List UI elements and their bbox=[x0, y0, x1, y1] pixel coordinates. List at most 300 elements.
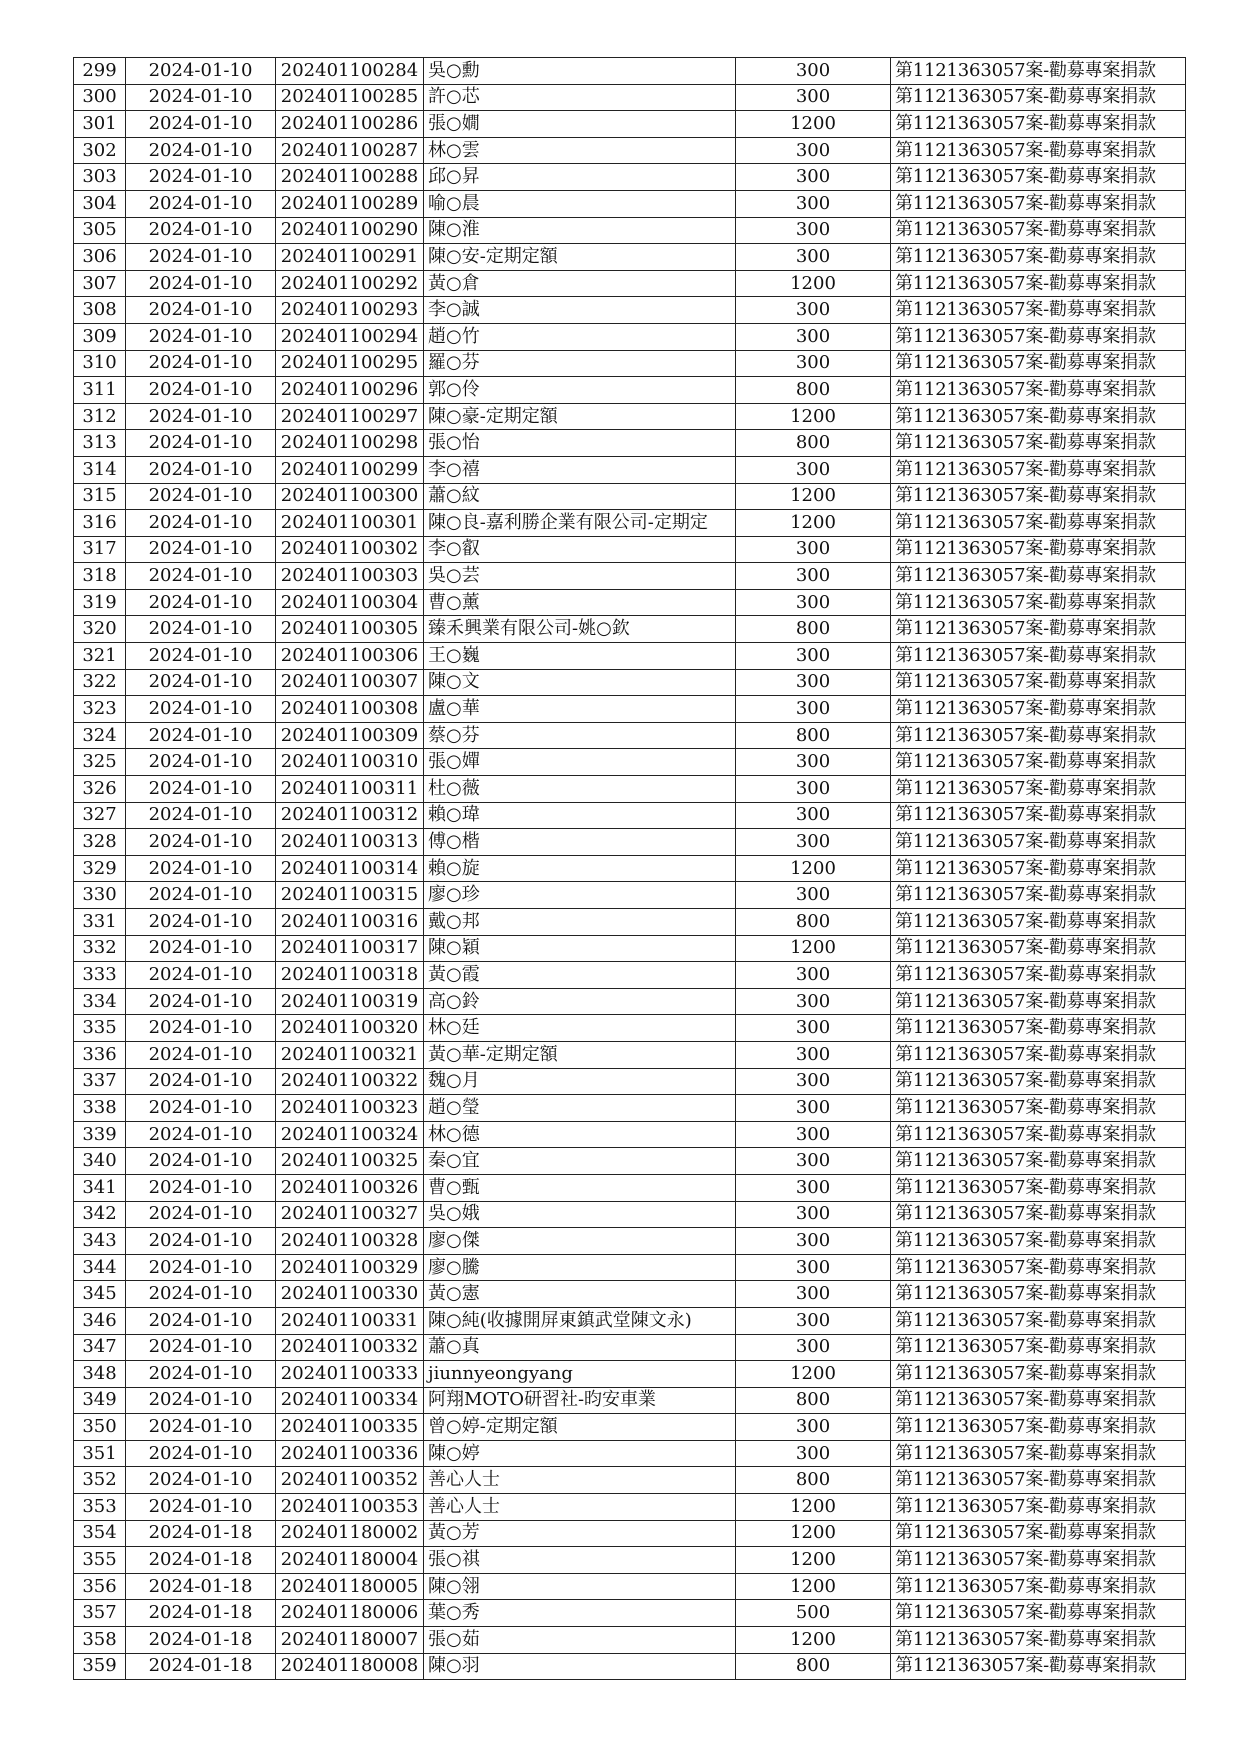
amount-cell: 300 bbox=[736, 882, 891, 909]
row-number-cell: 316 bbox=[74, 510, 126, 537]
table-row bbox=[74, 749, 1186, 776]
amount-cell: 300 bbox=[736, 589, 891, 616]
row-number-cell: 312 bbox=[74, 403, 126, 430]
amount-cell: 300 bbox=[736, 1041, 891, 1068]
table-row bbox=[74, 669, 1186, 696]
amount-cell: 1200 bbox=[736, 1627, 891, 1654]
purpose-cell: 第1121363057案-勸募專案捐款 bbox=[891, 1174, 1186, 1201]
donor-name-cell: 陳○穎 bbox=[424, 935, 736, 962]
donation-date-cell: 2024-01-10 bbox=[126, 1361, 276, 1388]
amount-cell: 800 bbox=[736, 377, 891, 404]
amount-cell: 1200 bbox=[736, 1520, 891, 1547]
donation-date-cell: 2024-01-10 bbox=[126, 669, 276, 696]
purpose-cell: 第1121363057案-勸募專案捐款 bbox=[891, 563, 1186, 590]
row-number-cell: 331 bbox=[74, 909, 126, 936]
donor-name-cell: 羅○芬 bbox=[424, 350, 736, 377]
row-number-cell: 321 bbox=[74, 643, 126, 670]
receipt-number-cell: 202401100299 bbox=[276, 456, 424, 483]
donor-name-cell: 曾○婷-定期定額 bbox=[424, 1414, 736, 1441]
donor-name-cell: 林○德 bbox=[424, 1121, 736, 1148]
row-number-cell: 347 bbox=[74, 1334, 126, 1361]
amount-cell: 300 bbox=[736, 1334, 891, 1361]
receipt-number-cell: 202401100315 bbox=[276, 882, 424, 909]
donor-name-cell: 喻○晨 bbox=[424, 190, 736, 217]
row-number-cell: 322 bbox=[74, 669, 126, 696]
donation-date-cell: 2024-01-10 bbox=[126, 776, 276, 803]
amount-cell: 300 bbox=[736, 137, 891, 164]
purpose-cell: 第1121363057案-勸募專案捐款 bbox=[891, 589, 1186, 616]
donor-name-cell: 張○嬋 bbox=[424, 749, 736, 776]
purpose-cell: 第1121363057案-勸募專案捐款 bbox=[891, 1281, 1186, 1308]
table-row bbox=[74, 1573, 1186, 1600]
table-row bbox=[74, 323, 1186, 350]
table-row bbox=[74, 1600, 1186, 1627]
row-number-cell: 340 bbox=[74, 1148, 126, 1175]
row-number-cell: 311 bbox=[74, 377, 126, 404]
donation-date-cell: 2024-01-10 bbox=[126, 1068, 276, 1095]
table-row bbox=[74, 244, 1186, 271]
row-number-cell: 358 bbox=[74, 1627, 126, 1654]
donor-name-cell: 陳○安-定期定額 bbox=[424, 244, 736, 271]
row-number-cell: 323 bbox=[74, 696, 126, 723]
table-row bbox=[74, 137, 1186, 164]
receipt-number-cell: 202401100353 bbox=[276, 1494, 424, 1521]
amount-cell: 300 bbox=[736, 58, 891, 85]
donation-date-cell: 2024-01-18 bbox=[126, 1653, 276, 1680]
row-number-cell: 326 bbox=[74, 776, 126, 803]
row-number-cell: 305 bbox=[74, 217, 126, 244]
donation-date-cell: 2024-01-10 bbox=[126, 616, 276, 643]
purpose-cell: 第1121363057案-勸募專案捐款 bbox=[891, 643, 1186, 670]
donation-date-cell: 2024-01-10 bbox=[126, 164, 276, 191]
donation-date-cell: 2024-01-10 bbox=[126, 1467, 276, 1494]
table-row bbox=[74, 1121, 1186, 1148]
row-number-cell: 327 bbox=[74, 802, 126, 829]
donation-date-cell: 2024-01-10 bbox=[126, 217, 276, 244]
donor-name-cell: 高○鈴 bbox=[424, 988, 736, 1015]
donor-name-cell: 臻禾興業有限公司-姚○欽 bbox=[424, 616, 736, 643]
amount-cell: 300 bbox=[736, 1174, 891, 1201]
table-row bbox=[74, 403, 1186, 430]
row-number-cell: 328 bbox=[74, 829, 126, 856]
purpose-cell: 第1121363057案-勸募專案捐款 bbox=[891, 456, 1186, 483]
amount-cell: 300 bbox=[736, 536, 891, 563]
donor-name-cell: jiunnyeongyang bbox=[424, 1361, 736, 1388]
amount-cell: 300 bbox=[736, 1015, 891, 1042]
donor-name-cell: 趙○瑩 bbox=[424, 1095, 736, 1122]
row-number-cell: 319 bbox=[74, 589, 126, 616]
row-number-cell: 315 bbox=[74, 483, 126, 510]
purpose-cell: 第1121363057案-勸募專案捐款 bbox=[891, 483, 1186, 510]
amount-cell: 800 bbox=[736, 722, 891, 749]
table-row bbox=[74, 270, 1186, 297]
receipt-number-cell: 202401100290 bbox=[276, 217, 424, 244]
amount-cell: 300 bbox=[736, 1095, 891, 1122]
amount-cell: 300 bbox=[736, 962, 891, 989]
receipt-number-cell: 202401100295 bbox=[276, 350, 424, 377]
table-row bbox=[74, 430, 1186, 457]
row-number-cell: 338 bbox=[74, 1095, 126, 1122]
purpose-cell: 第1121363057案-勸募專案捐款 bbox=[891, 962, 1186, 989]
receipt-number-cell: 202401180005 bbox=[276, 1573, 424, 1600]
purpose-cell: 第1121363057案-勸募專案捐款 bbox=[891, 190, 1186, 217]
row-number-cell: 349 bbox=[74, 1387, 126, 1414]
donation-date-cell: 2024-01-18 bbox=[126, 1547, 276, 1574]
table-row bbox=[74, 58, 1186, 85]
table-row bbox=[74, 935, 1186, 962]
amount-cell: 300 bbox=[736, 1281, 891, 1308]
donor-name-cell: 蕭○真 bbox=[424, 1334, 736, 1361]
row-number-cell: 317 bbox=[74, 536, 126, 563]
purpose-cell: 第1121363057案-勸募專案捐款 bbox=[891, 802, 1186, 829]
receipt-number-cell: 202401100328 bbox=[276, 1228, 424, 1255]
row-number-cell: 352 bbox=[74, 1467, 126, 1494]
donor-name-cell: 黃○倉 bbox=[424, 270, 736, 297]
purpose-cell: 第1121363057案-勸募專案捐款 bbox=[891, 1068, 1186, 1095]
donation-date-cell: 2024-01-10 bbox=[126, 829, 276, 856]
donation-date-cell: 2024-01-18 bbox=[126, 1600, 276, 1627]
purpose-cell: 第1121363057案-勸募專案捐款 bbox=[891, 270, 1186, 297]
donation-date-cell: 2024-01-10 bbox=[126, 1015, 276, 1042]
donation-date-cell: 2024-01-10 bbox=[126, 563, 276, 590]
receipt-number-cell: 202401100318 bbox=[276, 962, 424, 989]
amount-cell: 300 bbox=[736, 1440, 891, 1467]
row-number-cell: 303 bbox=[74, 164, 126, 191]
receipt-number-cell: 202401100314 bbox=[276, 855, 424, 882]
donor-name-cell: 張○祺 bbox=[424, 1547, 736, 1574]
donor-name-cell: 趙○竹 bbox=[424, 323, 736, 350]
table-row bbox=[74, 1494, 1186, 1521]
donation-date-cell: 2024-01-10 bbox=[126, 722, 276, 749]
amount-cell: 300 bbox=[736, 988, 891, 1015]
purpose-cell: 第1121363057案-勸募專案捐款 bbox=[891, 58, 1186, 85]
amount-cell: 800 bbox=[736, 616, 891, 643]
donation-date-cell: 2024-01-10 bbox=[126, 962, 276, 989]
donation-date-cell: 2024-01-10 bbox=[126, 456, 276, 483]
donor-name-cell: 黃○華-定期定額 bbox=[424, 1041, 736, 1068]
table-row bbox=[74, 1015, 1186, 1042]
receipt-number-cell: 202401100286 bbox=[276, 111, 424, 138]
donation-date-cell: 2024-01-18 bbox=[126, 1520, 276, 1547]
donation-date-cell: 2024-01-10 bbox=[126, 270, 276, 297]
receipt-number-cell: 202401100336 bbox=[276, 1440, 424, 1467]
purpose-cell: 第1121363057案-勸募專案捐款 bbox=[891, 855, 1186, 882]
row-number-cell: 313 bbox=[74, 430, 126, 457]
amount-cell: 800 bbox=[736, 1653, 891, 1680]
purpose-cell: 第1121363057案-勸募專案捐款 bbox=[891, 1600, 1186, 1627]
donation-date-cell: 2024-01-10 bbox=[126, 350, 276, 377]
table-row bbox=[74, 643, 1186, 670]
purpose-cell: 第1121363057案-勸募專案捐款 bbox=[891, 350, 1186, 377]
donation-date-cell: 2024-01-10 bbox=[126, 244, 276, 271]
donation-date-cell: 2024-01-10 bbox=[126, 1201, 276, 1228]
amount-cell: 300 bbox=[736, 190, 891, 217]
row-number-cell: 334 bbox=[74, 988, 126, 1015]
donor-name-cell: 蕭○紋 bbox=[424, 483, 736, 510]
row-number-cell: 318 bbox=[74, 563, 126, 590]
receipt-number-cell: 202401100334 bbox=[276, 1387, 424, 1414]
amount-cell: 1200 bbox=[736, 403, 891, 430]
amount-cell: 300 bbox=[736, 350, 891, 377]
purpose-cell: 第1121363057案-勸募專案捐款 bbox=[891, 1307, 1186, 1334]
donation-date-cell: 2024-01-10 bbox=[126, 802, 276, 829]
row-number-cell: 354 bbox=[74, 1520, 126, 1547]
receipt-number-cell: 202401100287 bbox=[276, 137, 424, 164]
donor-name-cell: 張○嫺 bbox=[424, 111, 736, 138]
donor-name-cell: 盧○華 bbox=[424, 696, 736, 723]
donor-name-cell: 廖○騰 bbox=[424, 1254, 736, 1281]
donation-date-cell: 2024-01-10 bbox=[126, 137, 276, 164]
receipt-number-cell: 202401100325 bbox=[276, 1148, 424, 1175]
receipt-number-cell: 202401100293 bbox=[276, 297, 424, 324]
table-row bbox=[74, 456, 1186, 483]
amount-cell: 800 bbox=[736, 1467, 891, 1494]
amount-cell: 300 bbox=[736, 1254, 891, 1281]
table-row bbox=[74, 84, 1186, 111]
amount-cell: 500 bbox=[736, 1600, 891, 1627]
amount-cell: 300 bbox=[736, 749, 891, 776]
donation-date-cell: 2024-01-10 bbox=[126, 909, 276, 936]
donation-date-cell: 2024-01-10 bbox=[126, 297, 276, 324]
donation-date-cell: 2024-01-10 bbox=[126, 323, 276, 350]
donor-name-cell: 李○叡 bbox=[424, 536, 736, 563]
receipt-number-cell: 202401100352 bbox=[276, 1467, 424, 1494]
donor-name-cell: 吳○娥 bbox=[424, 1201, 736, 1228]
purpose-cell: 第1121363057案-勸募專案捐款 bbox=[891, 1467, 1186, 1494]
purpose-cell: 第1121363057案-勸募專案捐款 bbox=[891, 297, 1186, 324]
donor-name-cell: 邱○昇 bbox=[424, 164, 736, 191]
amount-cell: 1200 bbox=[736, 1494, 891, 1521]
table-row bbox=[74, 111, 1186, 138]
purpose-cell: 第1121363057案-勸募專案捐款 bbox=[891, 244, 1186, 271]
donation-date-cell: 2024-01-10 bbox=[126, 1440, 276, 1467]
donation-date-cell: 2024-01-10 bbox=[126, 84, 276, 111]
row-number-cell: 350 bbox=[74, 1414, 126, 1441]
table-row bbox=[74, 1201, 1186, 1228]
receipt-number-cell: 202401100332 bbox=[276, 1334, 424, 1361]
table-row bbox=[74, 1361, 1186, 1388]
amount-cell: 300 bbox=[736, 1414, 891, 1441]
receipt-number-cell: 202401100324 bbox=[276, 1121, 424, 1148]
purpose-cell: 第1121363057案-勸募專案捐款 bbox=[891, 749, 1186, 776]
donor-name-cell: 秦○宜 bbox=[424, 1148, 736, 1175]
purpose-cell: 第1121363057案-勸募專案捐款 bbox=[891, 111, 1186, 138]
table-row bbox=[74, 1281, 1186, 1308]
purpose-cell: 第1121363057案-勸募專案捐款 bbox=[891, 1573, 1186, 1600]
amount-cell: 1200 bbox=[736, 483, 891, 510]
donation-date-cell: 2024-01-18 bbox=[126, 1573, 276, 1600]
row-number-cell: 324 bbox=[74, 722, 126, 749]
receipt-number-cell: 202401100321 bbox=[276, 1041, 424, 1068]
amount-cell: 1200 bbox=[736, 111, 891, 138]
donation-date-cell: 2024-01-10 bbox=[126, 430, 276, 457]
donation-date-cell: 2024-01-10 bbox=[126, 190, 276, 217]
donor-name-cell: 吳○勳 bbox=[424, 58, 736, 85]
amount-cell: 300 bbox=[736, 1201, 891, 1228]
receipt-number-cell: 202401100308 bbox=[276, 696, 424, 723]
purpose-cell: 第1121363057案-勸募專案捐款 bbox=[891, 323, 1186, 350]
amount-cell: 300 bbox=[736, 1148, 891, 1175]
purpose-cell: 第1121363057案-勸募專案捐款 bbox=[891, 1387, 1186, 1414]
donor-name-cell: 李○禧 bbox=[424, 456, 736, 483]
amount-cell: 300 bbox=[736, 669, 891, 696]
row-number-cell: 306 bbox=[74, 244, 126, 271]
amount-cell: 300 bbox=[736, 164, 891, 191]
amount-cell: 800 bbox=[736, 909, 891, 936]
amount-cell: 300 bbox=[736, 829, 891, 856]
receipt-number-cell: 202401100327 bbox=[276, 1201, 424, 1228]
row-number-cell: 346 bbox=[74, 1307, 126, 1334]
receipt-number-cell: 202401100297 bbox=[276, 403, 424, 430]
purpose-cell: 第1121363057案-勸募專案捐款 bbox=[891, 1015, 1186, 1042]
amount-cell: 300 bbox=[736, 1068, 891, 1095]
donation-date-cell: 2024-01-10 bbox=[126, 1334, 276, 1361]
amount-cell: 1200 bbox=[736, 270, 891, 297]
amount-cell: 300 bbox=[736, 696, 891, 723]
purpose-cell: 第1121363057案-勸募專案捐款 bbox=[891, 510, 1186, 537]
table-row bbox=[74, 882, 1186, 909]
purpose-cell: 第1121363057案-勸募專案捐款 bbox=[891, 1148, 1186, 1175]
table-row bbox=[74, 1547, 1186, 1574]
donation-date-cell: 2024-01-10 bbox=[126, 1228, 276, 1255]
row-number-cell: 337 bbox=[74, 1068, 126, 1095]
row-number-cell: 336 bbox=[74, 1041, 126, 1068]
donation-date-cell: 2024-01-10 bbox=[126, 1307, 276, 1334]
donation-date-cell: 2024-01-10 bbox=[126, 1174, 276, 1201]
amount-cell: 300 bbox=[736, 1121, 891, 1148]
row-number-cell: 320 bbox=[74, 616, 126, 643]
receipt-number-cell: 202401100313 bbox=[276, 829, 424, 856]
row-number-cell: 344 bbox=[74, 1254, 126, 1281]
receipt-number-cell: 202401100333 bbox=[276, 1361, 424, 1388]
amount-cell: 300 bbox=[736, 456, 891, 483]
receipt-number-cell: 202401100323 bbox=[276, 1095, 424, 1122]
receipt-number-cell: 202401100298 bbox=[276, 430, 424, 457]
amount-cell: 1200 bbox=[736, 1573, 891, 1600]
donor-name-cell: 廖○珍 bbox=[424, 882, 736, 909]
table-row bbox=[74, 190, 1186, 217]
donation-date-cell: 2024-01-10 bbox=[126, 1121, 276, 1148]
table-row bbox=[74, 1228, 1186, 1255]
table-row bbox=[74, 776, 1186, 803]
row-number-cell: 325 bbox=[74, 749, 126, 776]
row-number-cell: 300 bbox=[74, 84, 126, 111]
row-number-cell: 339 bbox=[74, 1121, 126, 1148]
amount-cell: 300 bbox=[736, 563, 891, 590]
receipt-number-cell: 202401100288 bbox=[276, 164, 424, 191]
donor-name-cell: 阿翔MOTO研習社-昀安車業 bbox=[424, 1387, 736, 1414]
table-row bbox=[74, 1653, 1186, 1680]
receipt-number-cell: 202401100305 bbox=[276, 616, 424, 643]
table-row bbox=[74, 297, 1186, 324]
receipt-number-cell: 202401100285 bbox=[276, 84, 424, 111]
receipt-number-cell: 202401100330 bbox=[276, 1281, 424, 1308]
amount-cell: 300 bbox=[736, 244, 891, 271]
row-number-cell: 299 bbox=[74, 58, 126, 85]
table-row bbox=[74, 1414, 1186, 1441]
amount-cell: 800 bbox=[736, 1387, 891, 1414]
receipt-number-cell: 202401100292 bbox=[276, 270, 424, 297]
row-number-cell: 343 bbox=[74, 1228, 126, 1255]
row-number-cell: 359 bbox=[74, 1653, 126, 1680]
purpose-cell: 第1121363057案-勸募專案捐款 bbox=[891, 1627, 1186, 1654]
receipt-number-cell: 202401100300 bbox=[276, 483, 424, 510]
donor-name-cell: 賴○旋 bbox=[424, 855, 736, 882]
donation-date-cell: 2024-01-10 bbox=[126, 58, 276, 85]
donor-name-cell: 陳○豪-定期定額 bbox=[424, 403, 736, 430]
donation-date-cell: 2024-01-10 bbox=[126, 1281, 276, 1308]
amount-cell: 1200 bbox=[736, 1547, 891, 1574]
purpose-cell: 第1121363057案-勸募專案捐款 bbox=[891, 696, 1186, 723]
receipt-number-cell: 202401100284 bbox=[276, 58, 424, 85]
receipt-number-cell: 202401180008 bbox=[276, 1653, 424, 1680]
donation-date-cell: 2024-01-18 bbox=[126, 1627, 276, 1654]
receipt-number-cell: 202401180007 bbox=[276, 1627, 424, 1654]
receipt-number-cell: 202401100304 bbox=[276, 589, 424, 616]
donation-date-cell: 2024-01-10 bbox=[126, 536, 276, 563]
receipt-number-cell: 202401100329 bbox=[276, 1254, 424, 1281]
receipt-number-cell: 202401100302 bbox=[276, 536, 424, 563]
donor-name-cell: 善心人士 bbox=[424, 1494, 736, 1521]
table-row bbox=[74, 1041, 1186, 1068]
donor-name-cell: 曹○甄 bbox=[424, 1174, 736, 1201]
purpose-cell: 第1121363057案-勸募專案捐款 bbox=[891, 1041, 1186, 1068]
row-number-cell: 308 bbox=[74, 297, 126, 324]
amount-cell: 300 bbox=[736, 643, 891, 670]
row-number-cell: 351 bbox=[74, 1440, 126, 1467]
row-number-cell: 356 bbox=[74, 1573, 126, 1600]
amount-cell: 1200 bbox=[736, 1361, 891, 1388]
table-row bbox=[74, 988, 1186, 1015]
amount-cell: 300 bbox=[736, 802, 891, 829]
purpose-cell: 第1121363057案-勸募專案捐款 bbox=[891, 164, 1186, 191]
purpose-cell: 第1121363057案-勸募專案捐款 bbox=[891, 1334, 1186, 1361]
donor-name-cell: 王○巍 bbox=[424, 643, 736, 670]
donor-name-cell: 魏○月 bbox=[424, 1068, 736, 1095]
amount-cell: 300 bbox=[736, 217, 891, 244]
donation-date-cell: 2024-01-10 bbox=[126, 935, 276, 962]
donation-date-cell: 2024-01-10 bbox=[126, 855, 276, 882]
purpose-cell: 第1121363057案-勸募專案捐款 bbox=[891, 1414, 1186, 1441]
donor-name-cell: 陳○婷 bbox=[424, 1440, 736, 1467]
donor-name-cell: 郭○伶 bbox=[424, 377, 736, 404]
receipt-number-cell: 202401100310 bbox=[276, 749, 424, 776]
donation-date-cell: 2024-01-10 bbox=[126, 988, 276, 1015]
donor-name-cell: 林○廷 bbox=[424, 1015, 736, 1042]
donor-name-cell: 吳○芸 bbox=[424, 563, 736, 590]
receipt-number-cell: 202401100294 bbox=[276, 323, 424, 350]
donation-date-cell: 2024-01-10 bbox=[126, 1041, 276, 1068]
donor-name-cell: 廖○傑 bbox=[424, 1228, 736, 1255]
donation-date-cell: 2024-01-10 bbox=[126, 749, 276, 776]
donor-name-cell: 黃○憲 bbox=[424, 1281, 736, 1308]
donor-name-cell: 陳○淮 bbox=[424, 217, 736, 244]
table-row bbox=[74, 1520, 1186, 1547]
row-number-cell: 302 bbox=[74, 137, 126, 164]
receipt-number-cell: 202401180004 bbox=[276, 1547, 424, 1574]
receipt-number-cell: 202401100307 bbox=[276, 669, 424, 696]
table-row bbox=[74, 1467, 1186, 1494]
table-row bbox=[74, 1148, 1186, 1175]
row-number-cell: 332 bbox=[74, 935, 126, 962]
table-row bbox=[74, 1334, 1186, 1361]
table-row bbox=[74, 1068, 1186, 1095]
donor-name-cell: 陳○翎 bbox=[424, 1573, 736, 1600]
table-row bbox=[74, 350, 1186, 377]
receipt-number-cell: 202401100301 bbox=[276, 510, 424, 537]
amount-cell: 300 bbox=[736, 1228, 891, 1255]
purpose-cell: 第1121363057案-勸募專案捐款 bbox=[891, 1520, 1186, 1547]
